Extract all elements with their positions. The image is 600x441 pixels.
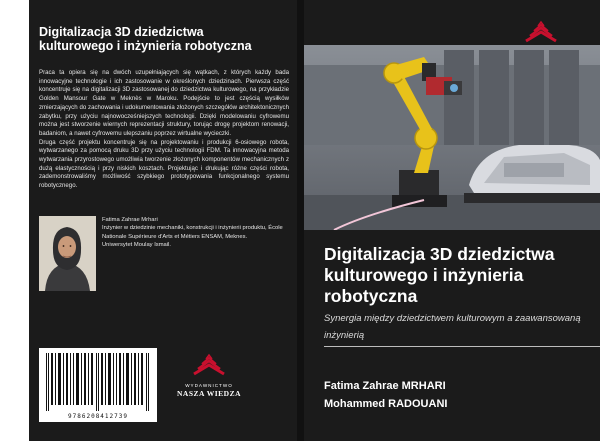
front-cover-subtitle: Synergia między dziedzictwem kulturowym a zaawansowaną inżynierią (324, 313, 581, 341)
book-spine (297, 0, 304, 441)
isbn-barcode (39, 348, 157, 422)
author-bio-name: Fatima Zahrae Mrhari (102, 217, 158, 223)
publisher-small-text: WYDAWNICTWO (185, 383, 233, 388)
barcode-bars (44, 353, 152, 411)
front-cover-author-1: Fatima Zahrae MRHARI (324, 380, 446, 392)
publisher-book-icon (189, 352, 229, 378)
author-portrait-image (39, 216, 96, 291)
back-cover (29, 0, 297, 441)
back-cover-description (39, 69, 289, 191)
barcode-number: 9786208412739 (68, 413, 128, 420)
publisher-name: NASZA WIEDZA (176, 389, 241, 398)
back-cover-title: Digitalizacja 3D dziedzictwa kulturowego i inżynieria robotyczna (39, 25, 252, 53)
robot-arm-illustration (304, 45, 600, 230)
front-cover-title: Digitalizacja 3D dziedzictwa kulturowego i inżynieria robotyczna (324, 244, 555, 306)
author-bio-university: Uniwersytet Moulay Ismail. (102, 241, 171, 248)
author-bio (102, 216, 288, 249)
front-cover (304, 0, 600, 441)
description-paragraph: Druga część projektu koncentruje się na projektowaniu i produkcji 6-osiowego robota, wytwarzanego za pomocą druku 3D przy użyciu technologii FDM. Ta innowacyjna metoda wytwarzania przyrostowego umożliwia tworzenie złożonych komponentów mechanicznych z dużą elastycznością i przy niskich kosztach. Projektując i drukując różne części robota, zademonstrowaliśmy możliwość szybkiego prototypowania funkcjonalnego systemu robotycznego. (39, 138, 289, 190)
divider-line (324, 346, 600, 347)
description-paragraph: Praca ta opiera się na dwóch uzupełniających się wątkach, z których każdy bada innowacyjne technologie i ich zastosowanie w określonych dziedzinach. Pierwsza część koncentruje się na digitalizacji 3D zastosowanej do dziedzictwa kulturowego, na przykładzie Golden Mansour Gate w Meknès w Maroku. Podejście to jest częścią wysiłków zmierzających do zachowania i udokumentowania złożonych szczegółów architektonicznych zabytku, przy użyciu najnowocześniejszych technologii. Dzięki modelowaniu cyfrowemu można jest stworzenie wiernych reprezentacji struktury, torując drogę projektom renowacji, badaniom, a nawet cyfrowemu ulepszaniu poprzez wirtualne wycieczki. (39, 69, 289, 137)
cover-photo-robot (304, 45, 600, 230)
publisher-logo-back (169, 352, 249, 398)
author-photo (39, 216, 96, 291)
front-cover-author-2: Mohammed RADOUANI (324, 398, 448, 410)
author-bio-affiliation: Inżynier w dziedzinie mechaniki, konstrukcji i inżynierii produktu, École Nationale Supérieure d'Arts et Métiers ENSAM, Meknes. (102, 225, 283, 240)
publisher-book-icon (521, 20, 561, 44)
